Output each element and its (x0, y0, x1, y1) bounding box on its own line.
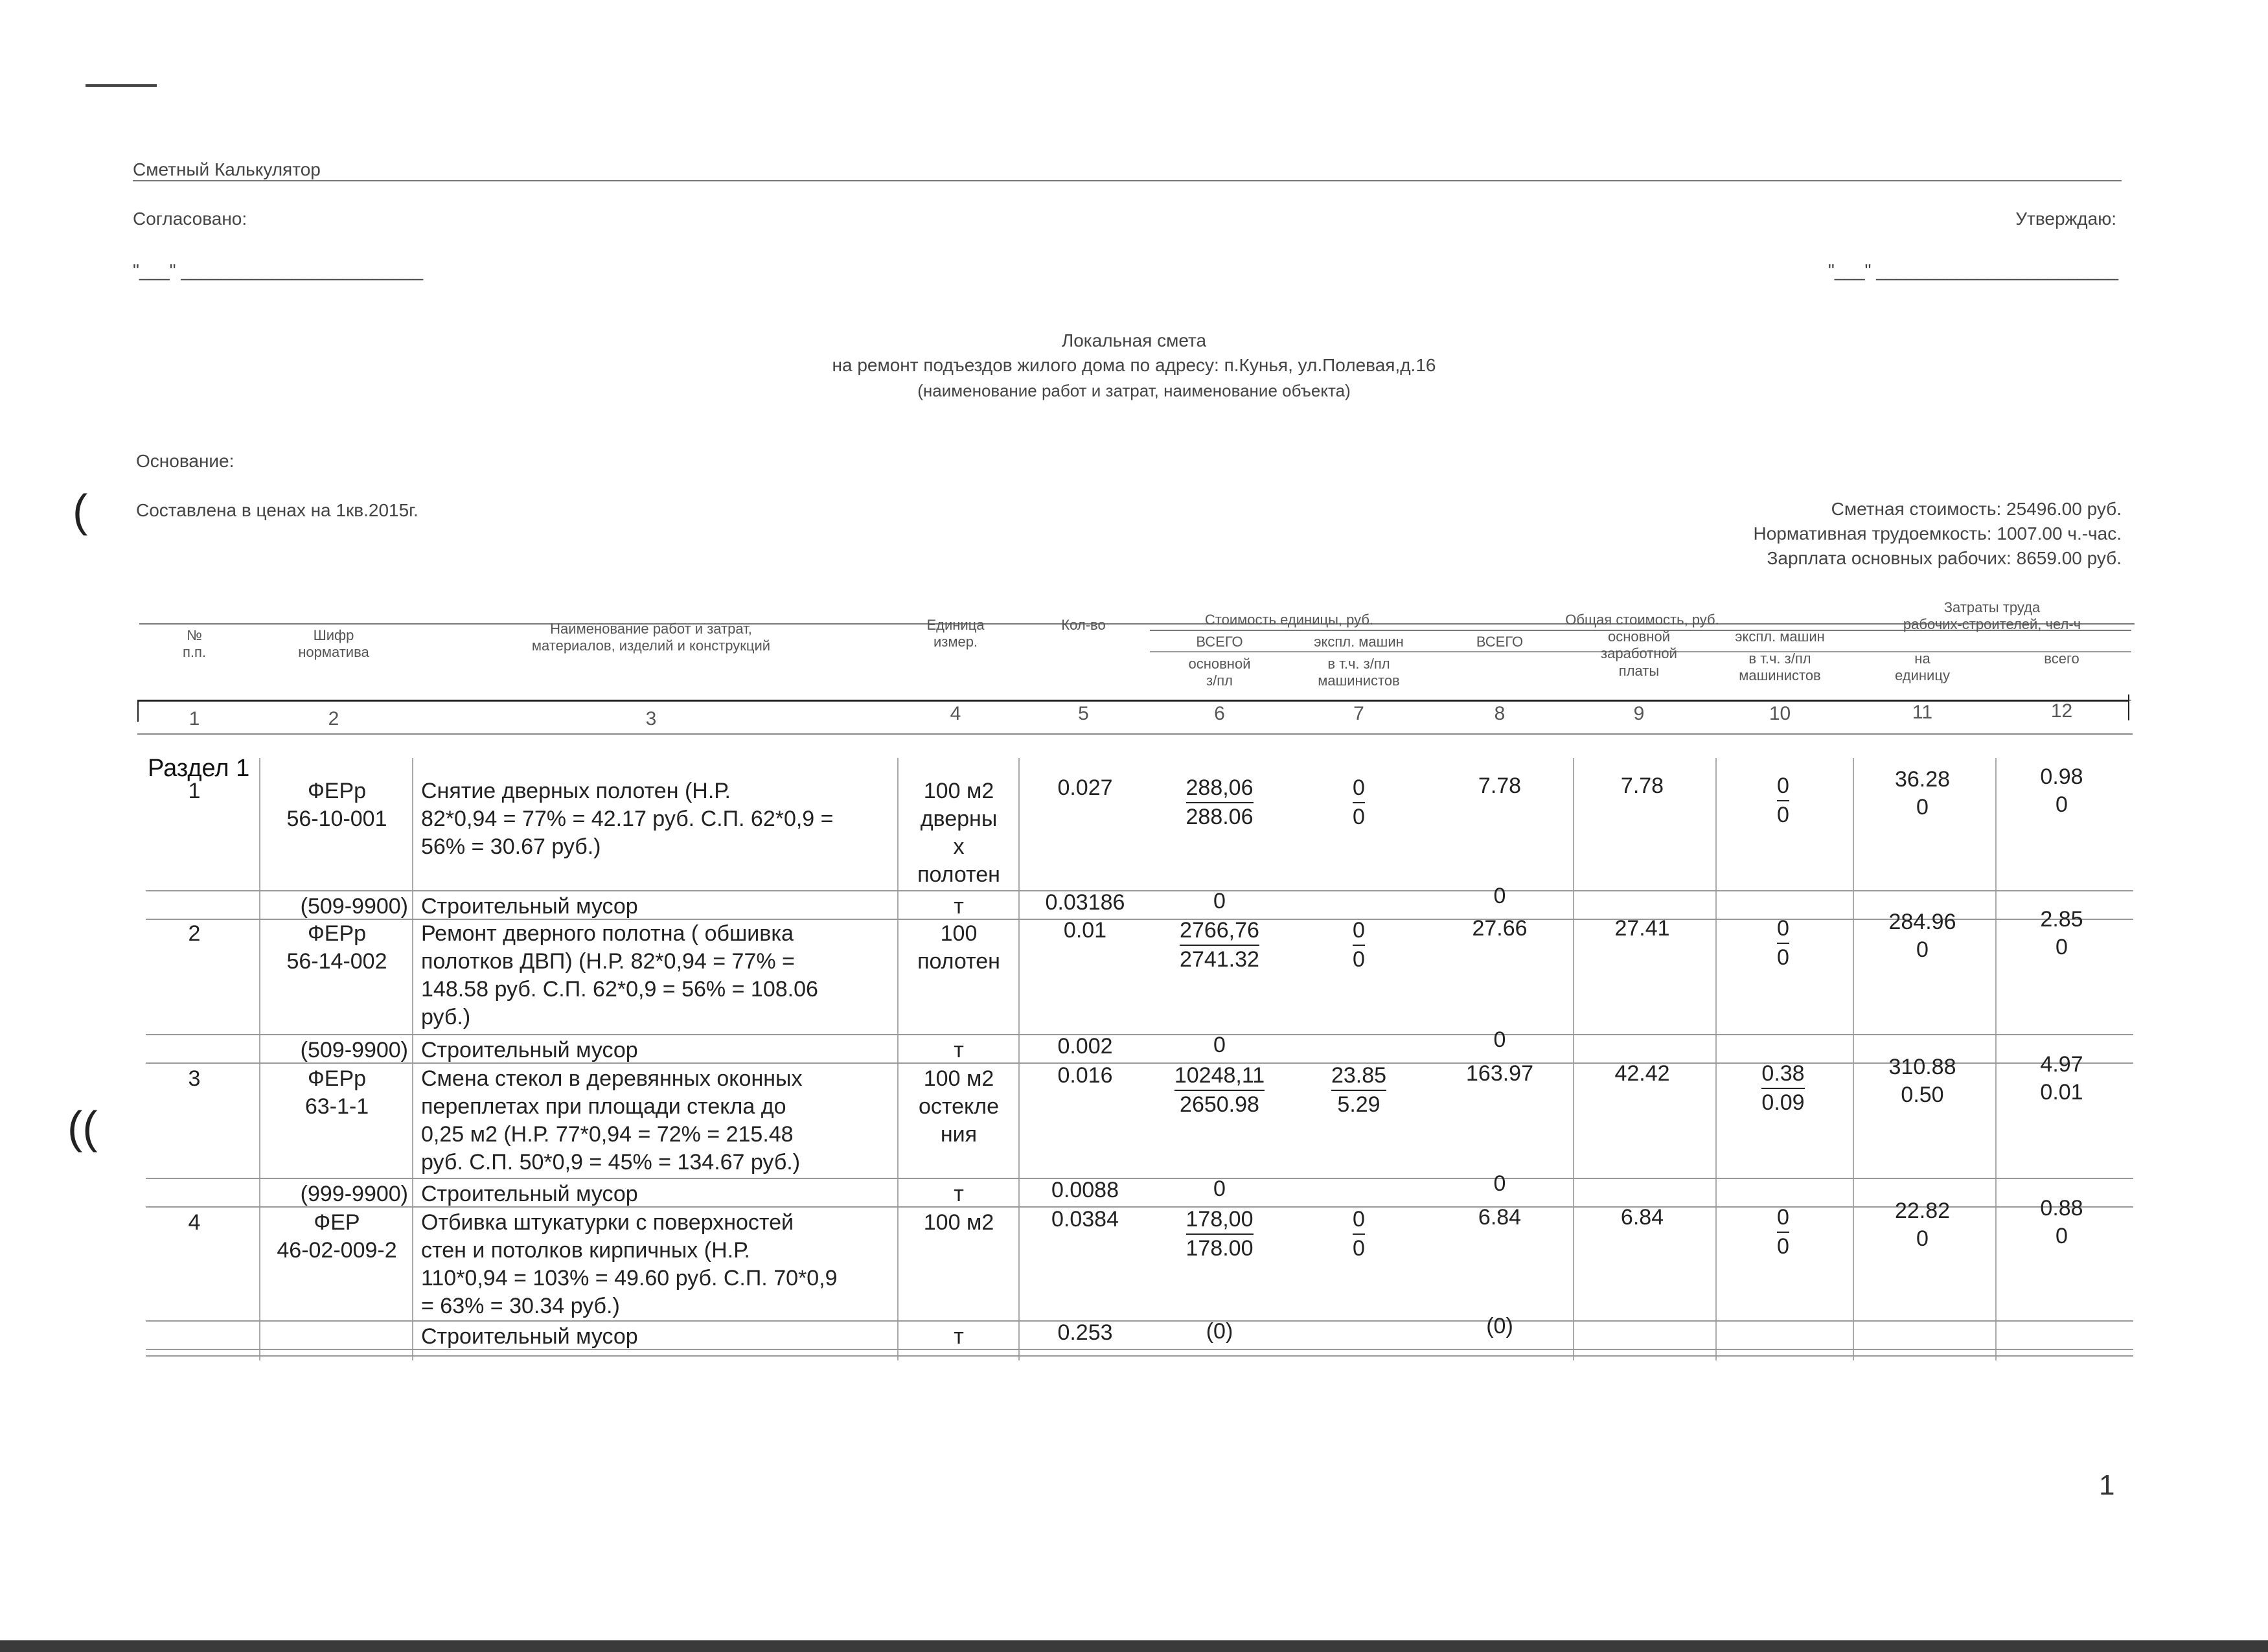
scan-edge (0, 1640, 2268, 1652)
col-number: 8 (1494, 703, 1506, 724)
sub-qty: 0.253 (1057, 1320, 1113, 1345)
row-qty: 0.016 (1057, 1063, 1113, 1088)
row-labor-all: 0.98 0 (2040, 764, 2083, 817)
col-number: 2 (328, 708, 339, 729)
row-unit-machine: $\frac{0}{0}$ (1353, 1207, 1365, 1261)
sub-qty: 0.002 (1057, 1034, 1113, 1059)
row-name: Смена стекол в деревянных оконных переплетах при площади стекла до 0,25 м2 (Н.Р. 77*0,94 = 72% = 215.48 руб. С.П. 50*0,9 = 45% = 134.67 руб.) (421, 1066, 803, 1175)
sub-unit: т (954, 1182, 964, 1206)
section-title: Раздел 1 (148, 755, 250, 782)
doc-title: Локальная смета (1061, 330, 1207, 350)
row-total-machine: $\frac{0}{0}$ (1777, 916, 1789, 970)
row-total-machine: $\frac{0.38}{0.09}$ (1761, 1061, 1805, 1115)
row-name: Ремонт дверного полотна ( обшивка полотков ДВП) (Н.Р. 82*0,94 = 77% = 148.58 руб. С.П. 62*0,9 = 56% = 108.06 руб.) (421, 921, 818, 1029)
col-number: 3 (645, 708, 657, 729)
row-unit: 100 м2 остекле ния (918, 1066, 999, 1147)
sub-unit: т (954, 1038, 964, 1062)
col-unit-cost: Стоимость единицы, руб. (1204, 612, 1374, 628)
row-unit-machine: $\frac{0}{0}$ (1353, 775, 1365, 829)
sub-name: Строительный мусор (421, 1182, 638, 1206)
col-total-all: ВСЕГО (1476, 634, 1524, 650)
col-unit: Единица измер. (926, 617, 985, 650)
sub-name: Строительный мусор (421, 894, 638, 919)
col-unit-machine: экспл. машин (1314, 634, 1404, 650)
approve-label: Утверждаю: (2015, 209, 2116, 229)
col-number: 5 (1078, 703, 1089, 724)
sub-code: (509-9900) (300, 1038, 408, 1062)
program-name: Сметный Калькулятор (133, 159, 321, 179)
row-total-machine: $\frac{0}{0}$ (1777, 774, 1789, 827)
sub-unit: т (954, 1324, 964, 1349)
sub-unit-cost: (0) (1206, 1319, 1233, 1344)
row-labor-unit: 284.96 0 (1888, 910, 1956, 962)
col-number: 4 (950, 703, 961, 724)
row-unit-cost: $\frac{288,06}{288.06}$ (1186, 775, 1254, 829)
row-labor-unit: 22.82 0 (1894, 1199, 1951, 1251)
sub-unit: т (954, 894, 964, 919)
col-unit-base: основной з/пл (1188, 656, 1251, 689)
prices-label: Составлена в ценах на 1кв.2015г. (136, 500, 418, 520)
row-code: ФЕРр 56-10-001 (286, 779, 387, 831)
row-qty: 0.027 (1057, 775, 1113, 800)
col-number: 1 (189, 708, 200, 729)
row-total: 27.66 (1472, 916, 1528, 941)
row-unit-machine: $\frac{23.85}{5.29}$ (1331, 1063, 1387, 1117)
agreed-label: Согласовано: (133, 209, 247, 229)
col-unit-total: ВСЕГО (1196, 634, 1243, 650)
doc-subtitle: на ремонт подъездов жилого дома по адресу: п.Кунья, ул.Полевая,д.16 (832, 355, 1436, 375)
row-total-base: 42.42 (1614, 1061, 1670, 1086)
col-num: № п.п. (182, 627, 207, 661)
row-number: 4 (188, 1210, 201, 1235)
page-number: 1 (2099, 1469, 2115, 1501)
sub-total: (0) (1486, 1314, 1513, 1338)
row-total-base: 6.84 (1620, 1205, 1664, 1230)
row-total-base: 27.41 (1614, 916, 1670, 941)
row-labor-unit: 310.88 0.50 (1888, 1055, 1956, 1107)
sub-name: Строительный мусор (421, 1038, 638, 1062)
sub-code: (999-9900) (300, 1182, 408, 1206)
sub-total: 0 (1493, 1027, 1506, 1052)
row-labor-all: 0.88 0 (2040, 1196, 2083, 1248)
row-code: ФЕРр 56-14-002 (286, 921, 387, 974)
summary-labor: Нормативная трудоемкость: 1007.00 ч.-час. (1753, 523, 2122, 544)
scan-bracket: ( (73, 485, 88, 536)
col-labor-unit: на единицу (1895, 650, 1950, 684)
row-name: Снятие дверных полотен (Н.Р. 82*0,94 = 77% = 42.17 руб. С.П. 62*0,9 = 56% = 30.67 руб.) (421, 779, 834, 859)
col-number: 7 (1353, 703, 1364, 724)
row-total: 7.78 (1478, 774, 1522, 798)
col-labor: Затраты труда рабочих-строителей, чел-ч (1903, 599, 2081, 633)
row-total: 6.84 (1478, 1205, 1522, 1230)
col-total-base: основной заработной платы (1601, 628, 1677, 679)
scan-mark (86, 84, 157, 87)
row-labor-all: 4.97 0.01 (2040, 1052, 2083, 1105)
sub-code: (509-9900) (300, 894, 408, 919)
col-name: Наименование работ и затрат, материалов, изделий и конструкций (531, 621, 771, 654)
col-number: 9 (1633, 703, 1645, 724)
row-qty: 0.01 (1063, 918, 1107, 943)
basis-label: Основание: (136, 451, 235, 471)
col-unit-mach-sal: в т.ч. з/пл машинистов (1318, 656, 1400, 689)
row-total-base: 7.78 (1620, 774, 1664, 798)
header-rule (133, 180, 2122, 181)
date-right: "___" ________________________ (1827, 260, 2118, 281)
summary-salary: Зарплата основных рабочих: 8659.00 руб. (1767, 548, 2122, 568)
col-number: 12 (2050, 700, 2073, 722)
col-labor-all: всего (2044, 650, 2079, 667)
row-number: 2 (188, 921, 201, 946)
row-unit: 100 м2 (923, 1210, 994, 1235)
sub-name: Строительный мусор (421, 1324, 638, 1349)
row-code: ФЕРр 63-1-1 (304, 1066, 369, 1119)
row-unit-cost: $\frac{10248,11}{2650.98}$ (1174, 1063, 1265, 1117)
summary-cost: Сметная стоимость: 25496.00 руб. (1831, 499, 2122, 519)
row-unit: 100 м2 дверны х полотен (917, 779, 1000, 887)
row-qty: 0.0384 (1051, 1207, 1119, 1232)
col-total-mach-sal: в т.ч. з/пл машинистов (1739, 650, 1821, 684)
row-total-machine: $\frac{0}{0}$ (1777, 1205, 1789, 1259)
col-number: 10 (1769, 703, 1791, 724)
sub-total: 0 (1493, 1171, 1506, 1196)
row-labor-all: 2.85 0 (2040, 907, 2083, 959)
sub-qty: 0.03186 (1045, 890, 1125, 915)
row-unit-cost: $\frac{178,00}{178.00}$ (1186, 1207, 1254, 1261)
col-total-machine: экспл. машин (1735, 628, 1825, 645)
col-code: Шифр норматива (298, 627, 369, 661)
doc-subtitle-note: (наименование работ и затрат, наименование объекта) (917, 381, 1351, 400)
col-number: 6 (1214, 703, 1225, 724)
date-left: "___" ________________________ (133, 260, 424, 281)
row-total: 163.97 (1466, 1061, 1533, 1086)
col-total-cost: Общая стоимость, руб. (1565, 612, 1719, 628)
sub-qty: 0.0088 (1051, 1178, 1119, 1202)
row-unit: 100 полотен (917, 921, 1000, 974)
col-qty: Кол-во (1061, 617, 1106, 633)
sub-unit-cost: 0 (1213, 1176, 1226, 1201)
row-labor-unit: 36.28 0 (1894, 767, 1951, 820)
sub-unit-cost: 0 (1213, 1033, 1226, 1057)
col-number: 11 (1912, 702, 1933, 723)
row-unit-machine: $\frac{0}{0}$ (1353, 918, 1365, 972)
row-number: 3 (188, 1066, 201, 1091)
sub-unit-cost: 0 (1213, 889, 1226, 913)
row-number: 1 (188, 779, 201, 803)
scan-bracket: (( (67, 1102, 98, 1153)
row-unit-cost: $\frac{2766,76}{2741.32}$ (1180, 918, 1259, 972)
sub-total: 0 (1493, 884, 1506, 908)
row-name: Отбивка штукатурки с поверхностей стен и потолков кирпичных (Н.Р. 110*0,94 = 103% = 49.60 руб. С.П. 70*0,9 = 63% = 30.34 руб.) (421, 1210, 838, 1318)
row-code: ФЕР 46-02-009-2 (277, 1210, 397, 1263)
